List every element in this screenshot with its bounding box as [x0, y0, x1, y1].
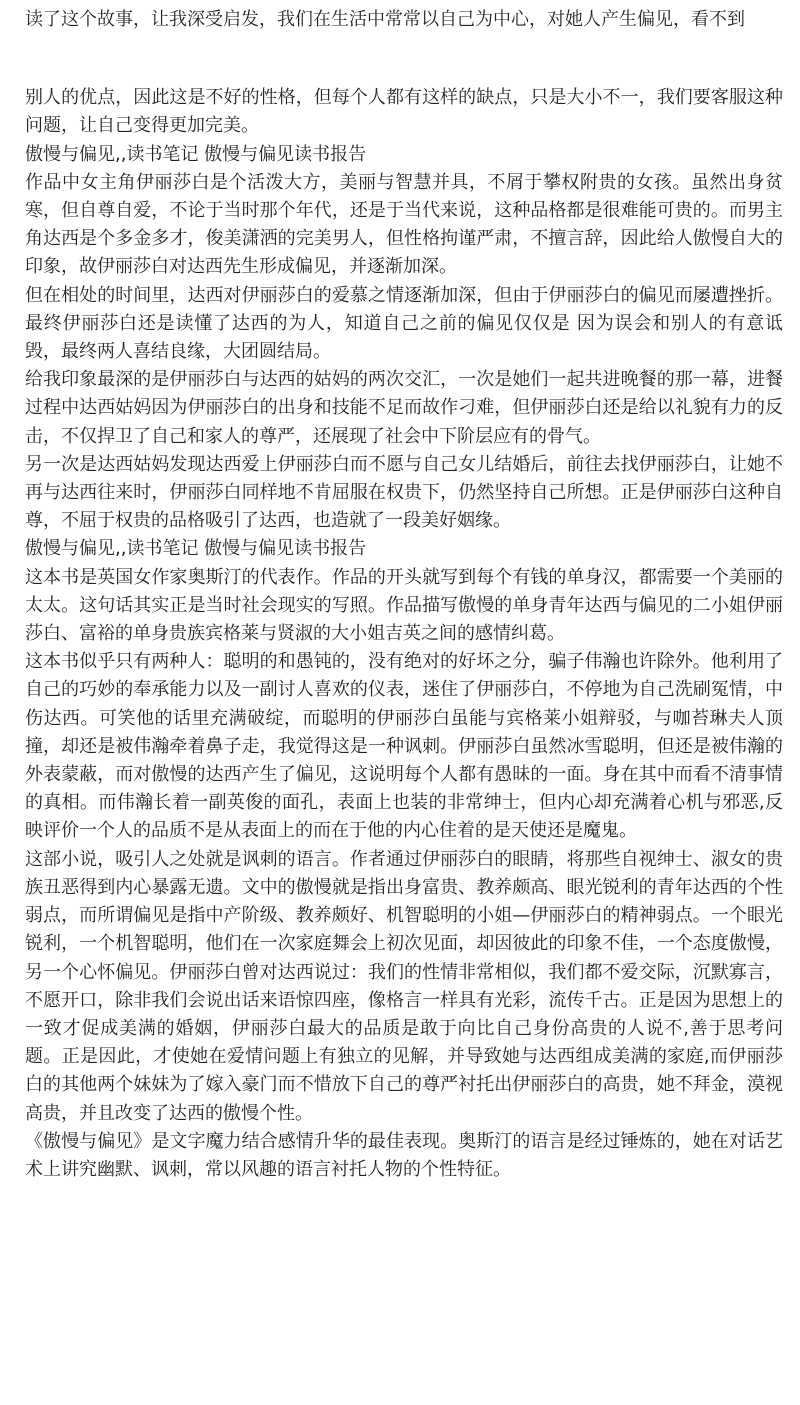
paragraph: 但在相处的时间里，达西对伊丽莎白的爱慕之情逐渐加深，但由于伊丽莎白的偏见而屡遭挫折。最终伊丽莎白还是读懂了达西的为人，知道自己之前的偏见仅仅是 因为误会和别人的有意诋毁，最终两人喜结良缘，大团圆结局。 — [25, 284, 783, 363]
document-body — [25, 6, 783, 1184]
paragraph: 别人的优点，因此这是不好的性格，但每个人都有这样的缺点，只是大小不一，我们要客服这种问题，让自己变得更加完美。 — [25, 87, 783, 137]
paragraph: 给我印象最深的是伊丽莎白与达西的姑妈的两次交汇，一次是她们一起共进晚餐的那一幕，进餐过程中达西姑妈因为伊丽莎白的出身和技能不足而故作刁难，但伊丽莎白还是给以礼貌有力的反击，不仅捍卫了自己和家人的尊严，还展现了社会中下阶层应有的骨气。 — [25, 369, 783, 447]
paragraph: 这部小说，吸引人之处就是讽刺的语言。作者通过伊丽莎白的眼睛，将那些自视绅士、淑女的贵族丑恶得到内心暴露无遗。文中的傲慢就是指出身富贵、教养颇高、眼光锐利的青年达西的个性弱点，而所谓偏见是指中产阶级、教养颇好、机智聪明的小姐—伊丽莎白的精神弱点。一个眼光锐利，一个机智聪明，他们在一次家庭舞会上初次见面，却因彼此的印象不佳，一个态度傲慢，另一个心怀偏见。伊丽莎白曾对达西说过：我们的性情非常相似，我们都不爱交际，沉默寡言，不愿开口，除非我们会说出话来语惊四座，像格言一样具有光彩，流传千古。正是因为思想上的一致才促成美满的婚姻，伊丽莎白最大的品质是敢于向比自己身份高贵的人说不,善于思考问题。正是因此，才使她在爱情问题上有独立的见解，并导致她与达西组成美满的家庭,而伊丽莎白的其他两个妹妹为了嫁入豪门而不惜放下自己的尊严衬托出伊丽莎白的高贵，她不拜金，漠视高贵，并且改变了达西的傲慢个性。 — [25, 848, 783, 1124]
paragraph: 另一次是达西姑妈发现达西爱上伊丽莎白而不愿与自己女儿结婚后，前往去找伊丽莎白，让她不再与达西往来时，伊丽莎白同样地不肯屈服在权贵下，仍然坚持自己所想。正是伊丽莎白这种自尊，不屈于权贵的品格吸引了达西，也造就了一段美好姻缘。 — [25, 453, 783, 532]
paragraph: 这本书是英国女作家奥斯汀的代表作。作品的开头就写到每个有钱的单身汉，都需要一个美丽的太太。这句话其实正是当时社会现实的写照。作品描写傲慢的单身青年达西与偏见的二小姐伊丽莎白、富裕的单身贵族宾格莱与贤淑的大小姐吉英之间的感情纠葛。 — [25, 566, 783, 645]
section-title: 傲慢与偏见,,读书笔记 傲慢与偏见读书报告 — [25, 143, 367, 165]
paragraph: 这本书似乎只有两种人：聪明的和愚钝的，没有绝对的好坏之分，骗子伟瀚也许除外。他利用了自己的巧妙的奉承能力以及一副讨人喜欢的仪表，迷住了伊丽莎白，不停地为自己洗刷冤情，中伤达西。可笑他的话里充满破绽，而聪明的伊丽莎白虽能与宾格莱小姐辩驳，与咖苔琳夫人顶撞，却还是被伟瀚牵着鼻子走，我觉得这是一种讽刺。伊丽莎白虽然冰雪聪明，但还是被伟瀚的外表蒙蔽，而对傲慢的达西产生了偏见，这说明每个人都有愚昧的一面。身在其中而看不清事情的真相。而伟瀚长着一副英俊的面孔，表面上也装的非常绅士，但内心却充满着心机与邪恶,反映评价一个人的品质不是从表面上的而在于他的内心住着的是天使还是魔鬼。 — [25, 651, 783, 842]
section-title: 傲慢与偏见,,读书笔记 傲慢与偏见读书报告 — [25, 538, 367, 560]
paragraph: 《傲慢与偏见》是文字魔力结合感情升华的最佳表现。奥斯汀的语言是经过锤炼的，她在对话艺术上讲究幽默、讽刺，常以风趣的语言衬托人物的个性特征。 — [25, 1130, 783, 1180]
paragraph: 作品中女主角伊丽莎白是个活泼大方，美丽与智慧并具，不屑于攀权附贵的女孩。虽然出身贫寒，但自尊自爱，不论于当时那个年代，还是于当代来说，这种品格都是很难能可贵的。而男主角达西是个多金多才，俊美潇洒的完美男人，但性格拘谨严肃，不擅言辞，因此给人傲慢自大的印象，故伊丽莎白对达西先生形成偏见，并逐渐加深。 — [25, 171, 783, 278]
paragraph: 读了这个故事，让我深受启发，我们在生活中常常以自己为中心，对她人产生偏见，看不到 — [25, 9, 745, 30]
